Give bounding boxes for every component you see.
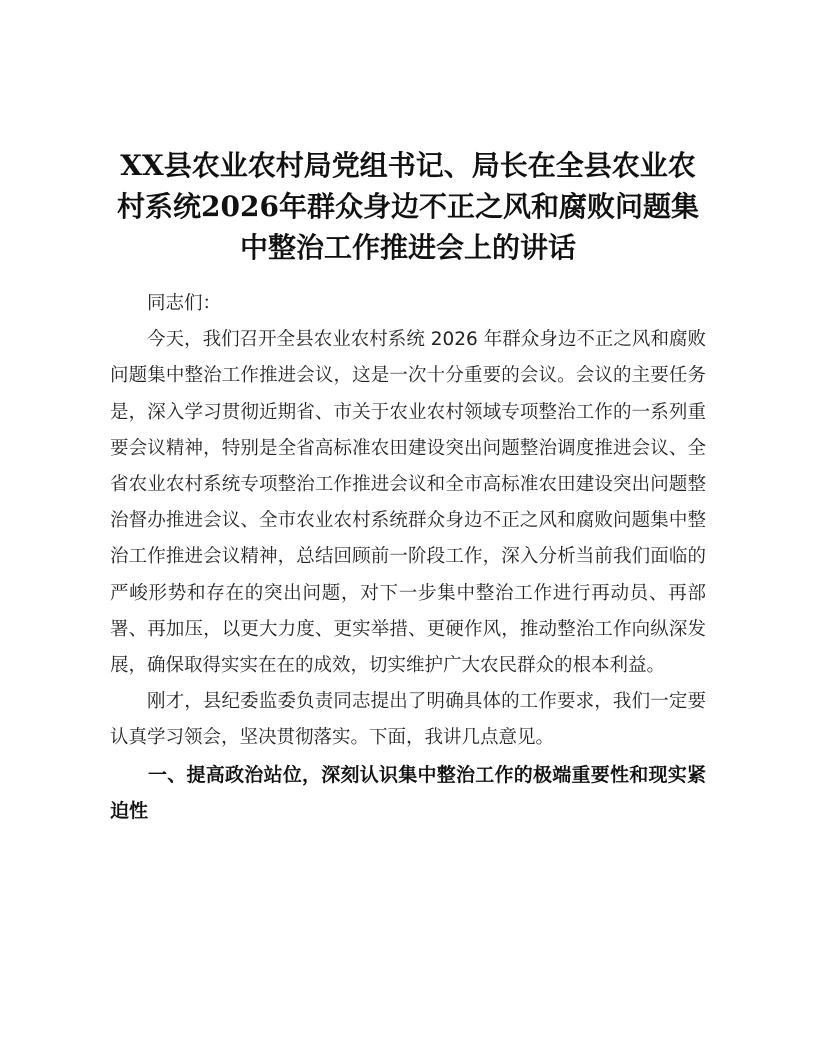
document-body: [110, 286, 706, 829]
paragraph-intro: 今天，我们召开全县农业农村系统 2026 年群众身边不正之风和腐败问题集中整治工作推进会议，这是一次十分重要的会议。会议的主要任务是，深入学习贯彻近期省、市关于农业农村领域专项整治工作的一系列重要会议精神，特别是全省高标准农田建设突出问题整治调度推进会议、全省农业农村系统专项整治工作推进会议和全市高标准农田建设突出问题整治督办推进会议、全市农业农村系统群众身边不正之风和腐败问题集中整治工作推进会议精神，总结回顾前一阶段工作，深入分析当前我们面临的严峻形势和存在的突出问题，对下一步集中整治工作进行再动员、再部署、再加压，以更大力度、更实举措、更硬作风，推动整治工作向纵深发展，确保取得实实在在的成效，切实维护广大农民群众的根本利益。: [110, 329, 706, 677]
document-title: XX县农业农村局党组书记、局长在全县农业农村系统2026年群众身边不正之风和腐败问题集中整治工作推进会上的讲话: [117, 149, 699, 264]
paragraph-remarks: 刚才，县纪委监委负责同志提出了明确具体的工作要求，我们一定要认真学习领会，坚决贯彻落实。下面，我讲几点意见。: [110, 691, 706, 749]
salutation: 同志们：: [147, 293, 222, 314]
section-heading: 一、提高政治站位，深刻认识集中整治工作的极端重要性和现实紧迫性: [110, 763, 706, 822]
